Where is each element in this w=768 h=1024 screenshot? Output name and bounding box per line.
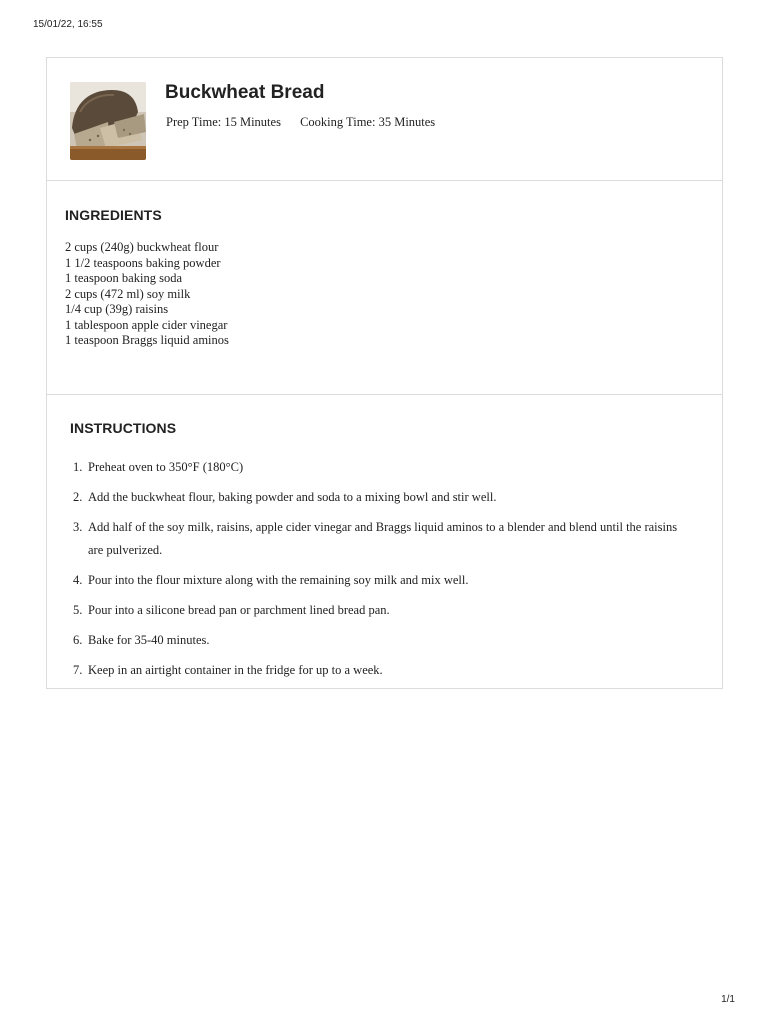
ingredient-item: 1 teaspoon baking soda <box>65 271 182 285</box>
prep-time: Prep Time: 15 Minutes <box>166 115 281 129</box>
step-text: Keep in an airtight container in the fridge for up to a week. <box>88 663 383 677</box>
recipe-header <box>47 58 722 181</box>
ingredient-item: 1 tablespoon apple cider vinegar <box>65 317 228 332</box>
ingredients-section <box>47 181 722 395</box>
instruction-step <box>73 456 693 479</box>
ingredient-item: 1/4 cup (39g) raisins <box>65 302 169 316</box>
page-number: 1/1 <box>721 994 735 1005</box>
recipe-card <box>46 57 723 689</box>
step-text: Pour into a silicone bread pan or parchment lined bread pan. <box>88 603 390 617</box>
step-number: 4. <box>73 573 83 587</box>
instruction-step <box>73 629 693 652</box>
cooking-time: Cooking Time: 35 Minutes <box>300 115 436 129</box>
instructions-list <box>73 456 693 689</box>
step-number: 7. <box>73 663 83 677</box>
step-number: 1. <box>73 460 83 474</box>
step-text: Add the buckwheat flour, baking powder and soda to a mixing bowl and stir well. <box>88 490 497 504</box>
step-text: Add half of the soy milk, raisins, apple cider vinegar and Braggs liquid aminos to a blender and blend until the raisins are pulverized. <box>88 520 678 557</box>
instruction-step <box>73 486 693 509</box>
step-number: 3. <box>73 520 83 534</box>
print-datetime: 15/01/22, 16:55 <box>33 19 103 30</box>
step-text: Bake for 35-40 minutes. <box>88 633 210 647</box>
step-text: Pour into the flour mixture along with the remaining soy milk and mix well. <box>88 573 469 587</box>
ingredients-heading: INGREDIENTS <box>65 207 162 223</box>
step-number: 6. <box>73 633 83 647</box>
instruction-step <box>73 516 693 562</box>
ingredient-item: 1 1/2 teaspoons baking powder <box>65 255 221 270</box>
ingredients-list <box>65 240 229 349</box>
step-number: 5. <box>73 603 83 617</box>
ingredient-item: 2 cups (240g) buckwheat flour <box>65 240 219 254</box>
instruction-step <box>73 569 693 592</box>
recipe-title: Buckwheat Bread <box>165 82 325 103</box>
instruction-step <box>73 599 693 622</box>
instructions-section <box>47 395 722 689</box>
step-number: 2. <box>73 490 83 504</box>
ingredient-item: 2 cups (472 ml) soy milk <box>65 286 191 301</box>
ingredient-item: 1 teaspoon Braggs liquid aminos <box>65 333 229 347</box>
recipe-photo <box>70 82 146 160</box>
step-text: Preheat oven to 350°F (180°C) <box>88 460 244 474</box>
instruction-step <box>73 659 693 682</box>
instructions-heading: INSTRUCTIONS <box>70 420 177 436</box>
recipe-times <box>166 115 435 130</box>
